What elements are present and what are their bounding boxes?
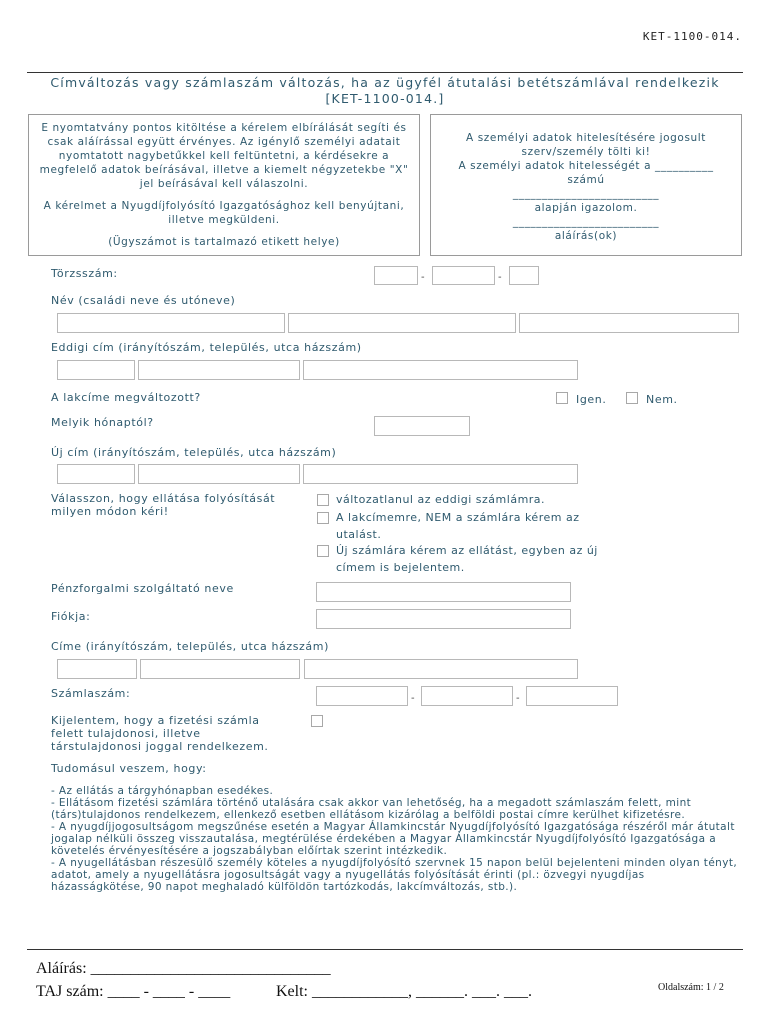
- uj-cim-city-field[interactable]: [138, 464, 300, 484]
- nev-field-1[interactable]: [57, 313, 285, 333]
- fiokja-label: Fiókja:: [51, 610, 91, 623]
- torzsszam-separator-1: -: [421, 272, 425, 283]
- torzsszam-label: Törzsszám:: [51, 267, 118, 280]
- verification-blank-line: _________________________: [512, 188, 660, 200]
- igen-checkbox[interactable]: [556, 392, 568, 404]
- uj-cim-label: Új cím (irányítószám, település, utca házszám): [51, 446, 337, 459]
- acknowledgement-heading: Tudomásul veszem, hogy:: [51, 762, 207, 775]
- date-line[interactable]: Kelt: ____________, ______. ___. ___.: [276, 983, 532, 1000]
- verification-panel: [430, 114, 742, 256]
- nev-field-2[interactable]: [288, 313, 516, 333]
- nem-checkbox[interactable]: [626, 392, 638, 404]
- footer-rule: [27, 949, 743, 950]
- payment-method-question: Válasszon, hogy ellátása folyósítását milyen módon kéri!: [51, 492, 276, 518]
- verification-doc-line: A személyi adatok hitelességét a __________ számú: [458, 160, 714, 186]
- szamlaszam-label: Számlaszám:: [51, 687, 131, 700]
- torzsszam-field-3[interactable]: [509, 266, 539, 285]
- nem-label: Nem.: [646, 393, 678, 406]
- signature-line[interactable]: Aláírás: ______________________________: [36, 960, 331, 977]
- verification-signature-line: _________________________: [512, 216, 660, 228]
- uj-cim-street-field[interactable]: [303, 464, 578, 484]
- eddigi-cim-city-field[interactable]: [138, 360, 300, 380]
- szamlaszam-separator-2: -: [516, 693, 520, 704]
- option-address-checkbox[interactable]: [317, 512, 329, 524]
- option-address-label: A lakcímemre, NEM a számlára kérem az utalást.: [336, 511, 580, 541]
- szamlaszam-separator-1: -: [411, 693, 415, 704]
- bank-cim-zip-field[interactable]: [57, 659, 137, 679]
- eddigi-cim-zip-field[interactable]: [57, 360, 135, 380]
- ownership-declaration: Kijelentem, hogy a fizetési számla felett tulajdonosi, illetve társtulajdonosi joggal rendelkezem.: [51, 714, 269, 753]
- form-title: Címváltozás vagy számlaszám változás, ha az ügyfél átutalási betétszámlával rendelkezik: [50, 75, 720, 90]
- nev-label: Név (családi neve és utóneve): [51, 294, 236, 307]
- form-title-code: [KET-1100-014.]: [325, 91, 445, 106]
- penzforgalmi-label: Pénzforgalmi szolgáltató neve: [51, 582, 234, 595]
- bank-cim-city-field[interactable]: [140, 659, 300, 679]
- note-item: - Ellátásom fizetési számlára történő utalására csak akkor van lehetőség, ha a megadott számlaszám felett, mint (társ)tulajdonos rendelkezem, ellenkező esetben ellátásom kizárólag a belföldi postai címre kerülhet kifizetésre.: [51, 797, 692, 821]
- torzsszam-field-2[interactable]: [432, 266, 495, 285]
- bank-cim-label: Címe (irányítószám, település, utca házszám): [51, 640, 329, 653]
- penzforgalmi-field[interactable]: [316, 582, 571, 602]
- option-unchanged-label: változatlanul az eddigi számlámra.: [336, 493, 546, 506]
- szamlaszam-field-3[interactable]: [526, 686, 618, 706]
- szamlaszam-field-1[interactable]: [316, 686, 408, 706]
- top-rule: [27, 72, 743, 73]
- instructions-panel: [28, 114, 420, 256]
- note-item: - A nyugellátásban részesülő személy köteles a nyugdíjfolyósító szervnek 15 napon belül bejelenteni minden olyan tényt, adatot, amely a nyugellátásra jogosultságát vagy a nyugellátás folyósítását érinti (pl.: özvegyi nyugdíjas házasságkötése, 90 napot meghaladó külföldön tartózkodás, lakcímváltozás, stb.).: [51, 857, 738, 893]
- note-item: - Az ellátás a tárgyhónapban esedékes.: [51, 785, 274, 797]
- label-placeholder-text: (Ügyszámot is tartalmazó etikett helye): [108, 236, 340, 248]
- note-item: - A nyugdíjjogosultságom megszűnése esetén a Magyar Államkincstár Nyugdíjfolyósító Igazgatósága részéről már átutalt jogalap nélküli összeg visszautalása, megtérülése érdekében a Magyar Államkincstár Nyugdíjfolyósító Igazgatósága a követelés érvényesítésére a jogszabályban előírtak szerint intézkedik.: [51, 821, 735, 857]
- verification-signature-label: aláírás(ok): [554, 230, 618, 242]
- form-code: KET-1100-014.: [642, 30, 742, 43]
- option-new-account-checkbox[interactable]: [317, 545, 329, 557]
- melyik-honap-label: Melyik hónaptól?: [51, 416, 154, 429]
- submission-text: A kérelmet a Nyugdíjfolyósító Igazgatósághoz kell benyújtani, illetve megküldeni.: [43, 200, 405, 226]
- melyik-honap-field[interactable]: [374, 416, 470, 436]
- taj-number-line[interactable]: TAJ szám: ____ - ____ - ____: [36, 983, 231, 1000]
- torzsszam-field-1[interactable]: [374, 266, 418, 285]
- torzsszam-separator-2: -: [498, 272, 502, 283]
- lakcim-question: A lakcíme megváltozott?: [51, 391, 201, 404]
- igen-label: Igen.: [576, 393, 607, 406]
- option-new-account-label: Új számlára kérem az ellátást, egyben az új címem is bejelentem.: [336, 544, 598, 574]
- bank-cim-street-field[interactable]: [304, 659, 578, 679]
- fiokja-field[interactable]: [316, 609, 571, 629]
- page-number: Oldalszám: 1 / 2: [658, 982, 724, 993]
- acknowledgement-notes: [51, 785, 741, 893]
- eddigi-cim-label: Eddigi cím (irányítószám, település, utca házszám): [51, 341, 362, 354]
- option-unchanged-checkbox[interactable]: [317, 494, 329, 506]
- uj-cim-zip-field[interactable]: [57, 464, 135, 484]
- verification-heading: A személyi adatok hitelesítésére jogosult szerv/személy tölti ki!: [465, 132, 707, 158]
- nev-field-3[interactable]: [519, 313, 739, 333]
- szamlaszam-field-2[interactable]: [421, 686, 513, 706]
- instructions-text: E nyomtatvány pontos kitöltése a kérelem elbírálását segíti és csak aláírással együtt érvényes. Az igénylő személyi adatait nyomtatott nagybetűkkel kell feltüntetni, a kérdésekre a megfelelő adatok beírásával, illetve a kiemelt négyzetekbe "X" jel beírásával kell válaszolni.: [39, 122, 409, 190]
- eddigi-cim-street-field[interactable]: [303, 360, 578, 380]
- ownership-checkbox[interactable]: [311, 715, 323, 727]
- verification-basis-text: alapján igazolom.: [534, 202, 638, 214]
